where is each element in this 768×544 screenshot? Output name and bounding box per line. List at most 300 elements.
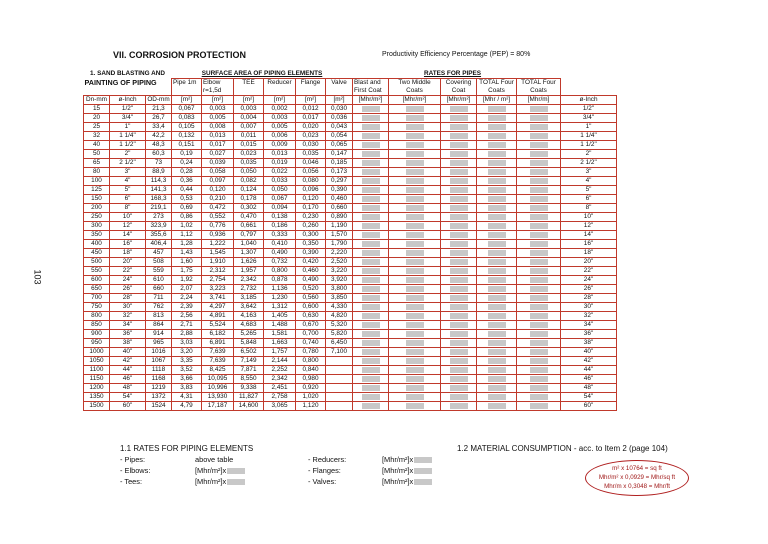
rate-input-box[interactable]	[488, 115, 506, 121]
rate-input-box[interactable]	[530, 133, 548, 139]
rate-input-box[interactable]	[530, 106, 548, 112]
rate-input-cell[interactable]	[353, 384, 389, 393]
rate-input-cell[interactable]	[353, 402, 389, 411]
rate-input-cell[interactable]	[477, 105, 517, 114]
rate-input-box[interactable]	[450, 295, 468, 301]
rate-input-cell[interactable]	[353, 240, 389, 249]
rate-input-cell[interactable]	[517, 402, 561, 411]
rate-input-box[interactable]	[530, 205, 548, 211]
rate-input-cell[interactable]	[353, 195, 389, 204]
rate-input-cell[interactable]	[441, 285, 477, 294]
rate-input-cell[interactable]	[517, 186, 561, 195]
rate-input-box[interactable]	[406, 124, 424, 130]
rate-input-box[interactable]	[450, 376, 468, 382]
rate-input-box[interactable]	[406, 196, 424, 202]
rate-input-cell[interactable]	[477, 402, 517, 411]
rate-input-cell[interactable]	[441, 348, 477, 357]
rate-input-cell[interactable]	[389, 321, 441, 330]
rate-input-box[interactable]	[488, 187, 506, 193]
rate-input-cell[interactable]	[441, 366, 477, 375]
rate-input-cell[interactable]	[389, 177, 441, 186]
rate-input-box[interactable]	[362, 142, 380, 148]
rate-input-box[interactable]	[530, 313, 548, 319]
rate-input-box[interactable]	[488, 358, 506, 364]
rate-input-box[interactable]	[530, 268, 548, 274]
rate-input-box[interactable]	[406, 358, 424, 364]
rate-input-cell[interactable]	[517, 240, 561, 249]
rate-input-box[interactable]	[488, 286, 506, 292]
rate-input-cell[interactable]	[353, 132, 389, 141]
rate-input-cell[interactable]	[477, 177, 517, 186]
rate-input-box[interactable]	[406, 295, 424, 301]
rate-input-box[interactable]	[406, 394, 424, 400]
rate-input-box[interactable]	[362, 403, 380, 409]
rate-input-box[interactable]	[362, 322, 380, 328]
rate-input-box[interactable]	[362, 313, 380, 319]
rate-input-cell[interactable]	[353, 294, 389, 303]
rate-input-box[interactable]	[450, 160, 468, 166]
rate-input-cell[interactable]	[441, 132, 477, 141]
rate-input-cell[interactable]	[441, 240, 477, 249]
rate-input-cell[interactable]	[389, 222, 441, 231]
rate-input-box[interactable]	[450, 124, 468, 130]
rate-input-cell[interactable]	[477, 312, 517, 321]
rate-input-cell[interactable]	[441, 168, 477, 177]
rate-input-box[interactable]	[488, 394, 506, 400]
rate-input-cell[interactable]	[441, 321, 477, 330]
rate-input-box[interactable]	[362, 367, 380, 373]
rate-input-box[interactable]	[406, 277, 424, 283]
rate-input-cell[interactable]	[517, 249, 561, 258]
rate-input-cell[interactable]	[477, 339, 517, 348]
rate-input-box[interactable]	[406, 241, 424, 247]
rate-input-box[interactable]	[450, 115, 468, 121]
rate-input-cell[interactable]	[517, 159, 561, 168]
rate-input-box[interactable]	[488, 196, 506, 202]
rate-input-cell[interactable]	[517, 366, 561, 375]
rate-input-cell[interactable]	[353, 168, 389, 177]
rate-input-box[interactable]	[362, 115, 380, 121]
rate-input-cell[interactable]	[441, 267, 477, 276]
rate-input-box[interactable]	[530, 187, 548, 193]
rate-input-cell[interactable]	[353, 105, 389, 114]
rate-input-cell[interactable]	[477, 222, 517, 231]
rate-input-box[interactable]	[530, 286, 548, 292]
rate-input-cell[interactable]	[477, 366, 517, 375]
rate-input-cell[interactable]	[441, 231, 477, 240]
rate-input-cell[interactable]	[517, 222, 561, 231]
rate-input-cell[interactable]	[517, 267, 561, 276]
rate-input-cell[interactable]	[353, 150, 389, 159]
rate-input-cell[interactable]	[517, 303, 561, 312]
rate-input-cell[interactable]	[353, 258, 389, 267]
rate-input-box[interactable]	[530, 367, 548, 373]
rate-input-box[interactable]	[362, 241, 380, 247]
rate-input-cell[interactable]	[441, 375, 477, 384]
rate-input-box[interactable]	[488, 340, 506, 346]
rate-input-cell[interactable]	[517, 285, 561, 294]
rate-input-box[interactable]	[450, 304, 468, 310]
rate-input-box[interactable]	[530, 196, 548, 202]
rate-input-box[interactable]	[362, 133, 380, 139]
rate-input-box[interactable]	[450, 232, 468, 238]
rate-input-box[interactable]	[406, 133, 424, 139]
rate-input-cell[interactable]	[477, 204, 517, 213]
rate-input-cell[interactable]	[441, 105, 477, 114]
rate-input-box[interactable]	[530, 259, 548, 265]
rate-input-cell[interactable]	[477, 168, 517, 177]
rate-input-cell[interactable]	[389, 114, 441, 123]
rate-input-box[interactable]	[450, 394, 468, 400]
rate-input-cell[interactable]	[353, 213, 389, 222]
rate-input-cell[interactable]	[517, 357, 561, 366]
rate-input-box[interactable]	[406, 259, 424, 265]
rate-input-box[interactable]	[406, 349, 424, 355]
rate-input-cell[interactable]	[389, 159, 441, 168]
rate-input-cell[interactable]	[441, 123, 477, 132]
rate-input-box[interactable]	[530, 115, 548, 121]
rate-input-cell[interactable]	[389, 186, 441, 195]
rate-input-box[interactable]	[530, 214, 548, 220]
rate-input-box[interactable]	[450, 214, 468, 220]
rate-input-box[interactable]	[530, 385, 548, 391]
rate-input-cell[interactable]	[517, 375, 561, 384]
rate-input-cell[interactable]	[477, 195, 517, 204]
rate-input-box[interactable]	[362, 151, 380, 157]
rate-input-box[interactable]	[530, 304, 548, 310]
rate-input-cell[interactable]	[441, 177, 477, 186]
rate-input-cell[interactable]	[441, 222, 477, 231]
rate-input-box[interactable]	[362, 340, 380, 346]
rate-input-box[interactable]	[450, 367, 468, 373]
rate-input-cell[interactable]	[441, 312, 477, 321]
rate-input-box[interactable]	[488, 349, 506, 355]
rate-input-box[interactable]	[362, 223, 380, 229]
rate-input-cell[interactable]	[517, 321, 561, 330]
rate-input-box[interactable]	[362, 178, 380, 184]
rate-input-box[interactable]	[530, 295, 548, 301]
rate-input-box[interactable]	[362, 268, 380, 274]
rate-input-cell[interactable]	[389, 348, 441, 357]
rate-input-cell[interactable]	[517, 393, 561, 402]
rate-input-box[interactable]	[406, 151, 424, 157]
rate-input-box[interactable]	[530, 223, 548, 229]
rate-input-box[interactable]	[362, 169, 380, 175]
rate-input-box[interactable]	[406, 403, 424, 409]
rate-input-box[interactable]	[406, 214, 424, 220]
rate-input-cell[interactable]	[389, 393, 441, 402]
rate-input-cell[interactable]	[389, 204, 441, 213]
rate-input-box[interactable]	[488, 205, 506, 211]
rate-input-cell[interactable]	[517, 204, 561, 213]
rate-input-cell[interactable]	[353, 348, 389, 357]
rate-input-box[interactable]	[450, 358, 468, 364]
rate-input-cell[interactable]	[353, 366, 389, 375]
rate-input-box[interactable]	[488, 214, 506, 220]
rate-input-cell[interactable]	[353, 276, 389, 285]
rate-input-cell[interactable]	[389, 168, 441, 177]
rate-input-box[interactable]	[406, 106, 424, 112]
rate-input-box[interactable]	[362, 196, 380, 202]
rate-input-cell[interactable]	[389, 231, 441, 240]
rate-input-cell[interactable]	[477, 357, 517, 366]
rate-input-box[interactable]	[362, 349, 380, 355]
rate-input-box[interactable]	[530, 241, 548, 247]
rate-input-box[interactable]	[406, 331, 424, 337]
rate-input-box[interactable]	[362, 187, 380, 193]
rate-input-box[interactable]	[488, 178, 506, 184]
rate-input-cell[interactable]	[389, 366, 441, 375]
rate-input-box[interactable]	[362, 331, 380, 337]
rate-input-box[interactable]	[488, 331, 506, 337]
rate-input-cell[interactable]	[353, 204, 389, 213]
rate-input-box[interactable]	[530, 376, 548, 382]
rate-input-cell[interactable]	[441, 195, 477, 204]
rate-input-box[interactable]	[362, 304, 380, 310]
rate-input-box[interactable]	[488, 232, 506, 238]
rate-input-box[interactable]	[530, 358, 548, 364]
rate-input-box[interactable]	[362, 160, 380, 166]
rate-input-cell[interactable]	[441, 186, 477, 195]
rate-input-box[interactable]	[450, 187, 468, 193]
rate-input-cell[interactable]	[477, 213, 517, 222]
rate-input-cell[interactable]	[389, 276, 441, 285]
valves-input[interactable]	[414, 479, 432, 485]
rate-input-box[interactable]	[450, 403, 468, 409]
rate-input-box[interactable]	[530, 403, 548, 409]
rate-input-box[interactable]	[362, 385, 380, 391]
rate-input-cell[interactable]	[441, 159, 477, 168]
rate-input-box[interactable]	[406, 313, 424, 319]
rate-input-cell[interactable]	[389, 105, 441, 114]
rate-input-cell[interactable]	[517, 177, 561, 186]
rate-input-box[interactable]	[488, 133, 506, 139]
rate-input-cell[interactable]	[441, 384, 477, 393]
rate-input-cell[interactable]	[389, 213, 441, 222]
rate-input-box[interactable]	[406, 232, 424, 238]
rate-input-cell[interactable]	[441, 294, 477, 303]
rate-input-box[interactable]	[406, 187, 424, 193]
rate-input-cell[interactable]	[517, 132, 561, 141]
rate-input-cell[interactable]	[389, 294, 441, 303]
rate-input-cell[interactable]	[517, 195, 561, 204]
rate-input-cell[interactable]	[389, 249, 441, 258]
rate-input-box[interactable]	[488, 376, 506, 382]
rate-input-box[interactable]	[488, 277, 506, 283]
rate-input-cell[interactable]	[477, 294, 517, 303]
rate-input-cell[interactable]	[441, 393, 477, 402]
rate-input-cell[interactable]	[517, 213, 561, 222]
rate-input-box[interactable]	[406, 115, 424, 121]
rate-input-box[interactable]	[530, 169, 548, 175]
rate-input-box[interactable]	[530, 349, 548, 355]
rate-input-box[interactable]	[362, 358, 380, 364]
rate-input-cell[interactable]	[477, 249, 517, 258]
rate-input-cell[interactable]	[389, 195, 441, 204]
rate-input-box[interactable]	[450, 196, 468, 202]
rate-input-box[interactable]	[530, 322, 548, 328]
rate-input-cell[interactable]	[477, 258, 517, 267]
rate-input-box[interactable]	[450, 340, 468, 346]
rate-input-cell[interactable]	[477, 393, 517, 402]
rate-input-cell[interactable]	[517, 258, 561, 267]
rate-input-box[interactable]	[530, 394, 548, 400]
rate-input-cell[interactable]	[353, 321, 389, 330]
rate-input-box[interactable]	[362, 106, 380, 112]
rate-input-box[interactable]	[488, 223, 506, 229]
rate-input-cell[interactable]	[441, 330, 477, 339]
rate-input-box[interactable]	[488, 151, 506, 157]
rate-input-box[interactable]	[450, 142, 468, 148]
rate-input-box[interactable]	[362, 286, 380, 292]
rate-input-box[interactable]	[406, 286, 424, 292]
rate-input-cell[interactable]	[441, 276, 477, 285]
rate-input-cell[interactable]	[389, 267, 441, 276]
rate-input-cell[interactable]	[353, 393, 389, 402]
rate-input-box[interactable]	[450, 205, 468, 211]
rate-input-cell[interactable]	[441, 141, 477, 150]
rate-input-box[interactable]	[450, 385, 468, 391]
rate-input-cell[interactable]	[477, 114, 517, 123]
rate-input-box[interactable]	[450, 322, 468, 328]
rate-input-box[interactable]	[406, 205, 424, 211]
rate-input-box[interactable]	[530, 340, 548, 346]
rate-input-box[interactable]	[362, 124, 380, 130]
rate-input-cell[interactable]	[441, 339, 477, 348]
rate-input-box[interactable]	[406, 178, 424, 184]
rate-input-box[interactable]	[450, 169, 468, 175]
rate-input-cell[interactable]	[353, 357, 389, 366]
rate-input-cell[interactable]	[477, 285, 517, 294]
rate-input-box[interactable]	[450, 133, 468, 139]
rate-input-cell[interactable]	[389, 375, 441, 384]
rate-input-box[interactable]	[488, 367, 506, 373]
rate-input-cell[interactable]	[441, 258, 477, 267]
rate-input-cell[interactable]	[517, 294, 561, 303]
rate-input-box[interactable]	[450, 259, 468, 265]
rate-input-cell[interactable]	[389, 330, 441, 339]
rate-input-box[interactable]	[530, 277, 548, 283]
rate-input-cell[interactable]	[441, 303, 477, 312]
rate-input-box[interactable]	[406, 385, 424, 391]
rate-input-cell[interactable]	[389, 384, 441, 393]
rate-input-cell[interactable]	[517, 123, 561, 132]
rate-input-box[interactable]	[488, 403, 506, 409]
rate-input-cell[interactable]	[353, 375, 389, 384]
rate-input-cell[interactable]	[389, 123, 441, 132]
rate-input-box[interactable]	[530, 124, 548, 130]
rate-input-box[interactable]	[406, 340, 424, 346]
rate-input-cell[interactable]	[441, 249, 477, 258]
rate-input-cell[interactable]	[389, 312, 441, 321]
rate-input-box[interactable]	[488, 124, 506, 130]
rate-input-box[interactable]	[362, 376, 380, 382]
rate-input-cell[interactable]	[441, 357, 477, 366]
rate-input-cell[interactable]	[477, 330, 517, 339]
rate-input-cell[interactable]	[517, 276, 561, 285]
rate-input-cell[interactable]	[389, 132, 441, 141]
rate-input-box[interactable]	[362, 205, 380, 211]
rate-input-cell[interactable]	[353, 285, 389, 294]
rate-input-box[interactable]	[406, 250, 424, 256]
rate-input-box[interactable]	[450, 241, 468, 247]
rate-input-box[interactable]	[450, 178, 468, 184]
flanges-input[interactable]	[414, 468, 432, 474]
rate-input-cell[interactable]	[477, 186, 517, 195]
rate-input-cell[interactable]	[353, 303, 389, 312]
rate-input-box[interactable]	[450, 106, 468, 112]
rate-input-box[interactable]	[406, 142, 424, 148]
rate-input-box[interactable]	[450, 151, 468, 157]
rate-input-box[interactable]	[488, 313, 506, 319]
rate-input-box[interactable]	[362, 277, 380, 283]
rate-input-box[interactable]	[530, 160, 548, 166]
rate-input-cell[interactable]	[477, 276, 517, 285]
rate-input-cell[interactable]	[517, 105, 561, 114]
rate-input-cell[interactable]	[477, 303, 517, 312]
rate-input-box[interactable]	[362, 214, 380, 220]
rate-input-box[interactable]	[362, 250, 380, 256]
rate-input-box[interactable]	[450, 286, 468, 292]
tees-input[interactable]	[227, 479, 245, 485]
rate-input-cell[interactable]	[441, 402, 477, 411]
rate-input-box[interactable]	[406, 223, 424, 229]
rate-input-cell[interactable]	[353, 123, 389, 132]
rate-input-cell[interactable]	[517, 339, 561, 348]
rate-input-cell[interactable]	[389, 240, 441, 249]
rate-input-box[interactable]	[530, 250, 548, 256]
rate-input-box[interactable]	[450, 313, 468, 319]
rate-input-box[interactable]	[488, 268, 506, 274]
rate-input-cell[interactable]	[353, 267, 389, 276]
rate-input-cell[interactable]	[353, 339, 389, 348]
rate-input-box[interactable]	[488, 295, 506, 301]
rate-input-cell[interactable]	[517, 231, 561, 240]
rate-input-cell[interactable]	[441, 150, 477, 159]
rate-input-box[interactable]	[362, 232, 380, 238]
rate-input-cell[interactable]	[477, 159, 517, 168]
rate-input-cell[interactable]	[441, 114, 477, 123]
rate-input-box[interactable]	[488, 160, 506, 166]
rate-input-cell[interactable]	[441, 213, 477, 222]
rate-input-cell[interactable]	[517, 330, 561, 339]
rate-input-cell[interactable]	[389, 258, 441, 267]
rate-input-box[interactable]	[488, 241, 506, 247]
rate-input-box[interactable]	[450, 349, 468, 355]
rate-input-cell[interactable]	[477, 348, 517, 357]
reducers-input[interactable]	[414, 457, 432, 463]
rate-input-cell[interactable]	[517, 141, 561, 150]
rate-input-box[interactable]	[362, 295, 380, 301]
rate-input-box[interactable]	[406, 160, 424, 166]
rate-input-box[interactable]	[362, 259, 380, 265]
rate-input-cell[interactable]	[441, 204, 477, 213]
rate-input-box[interactable]	[362, 394, 380, 400]
rate-input-box[interactable]	[530, 178, 548, 184]
rate-input-box[interactable]	[450, 250, 468, 256]
rate-input-box[interactable]	[488, 385, 506, 391]
rate-input-cell[interactable]	[477, 267, 517, 276]
rate-input-box[interactable]	[488, 259, 506, 265]
rate-input-box[interactable]	[488, 142, 506, 148]
rate-input-cell[interactable]	[353, 177, 389, 186]
rate-input-cell[interactable]	[389, 339, 441, 348]
rate-input-box[interactable]	[488, 304, 506, 310]
rate-input-cell[interactable]	[353, 312, 389, 321]
rate-input-cell[interactable]	[353, 159, 389, 168]
elbows-input[interactable]	[227, 468, 245, 474]
rate-input-cell[interactable]	[389, 402, 441, 411]
